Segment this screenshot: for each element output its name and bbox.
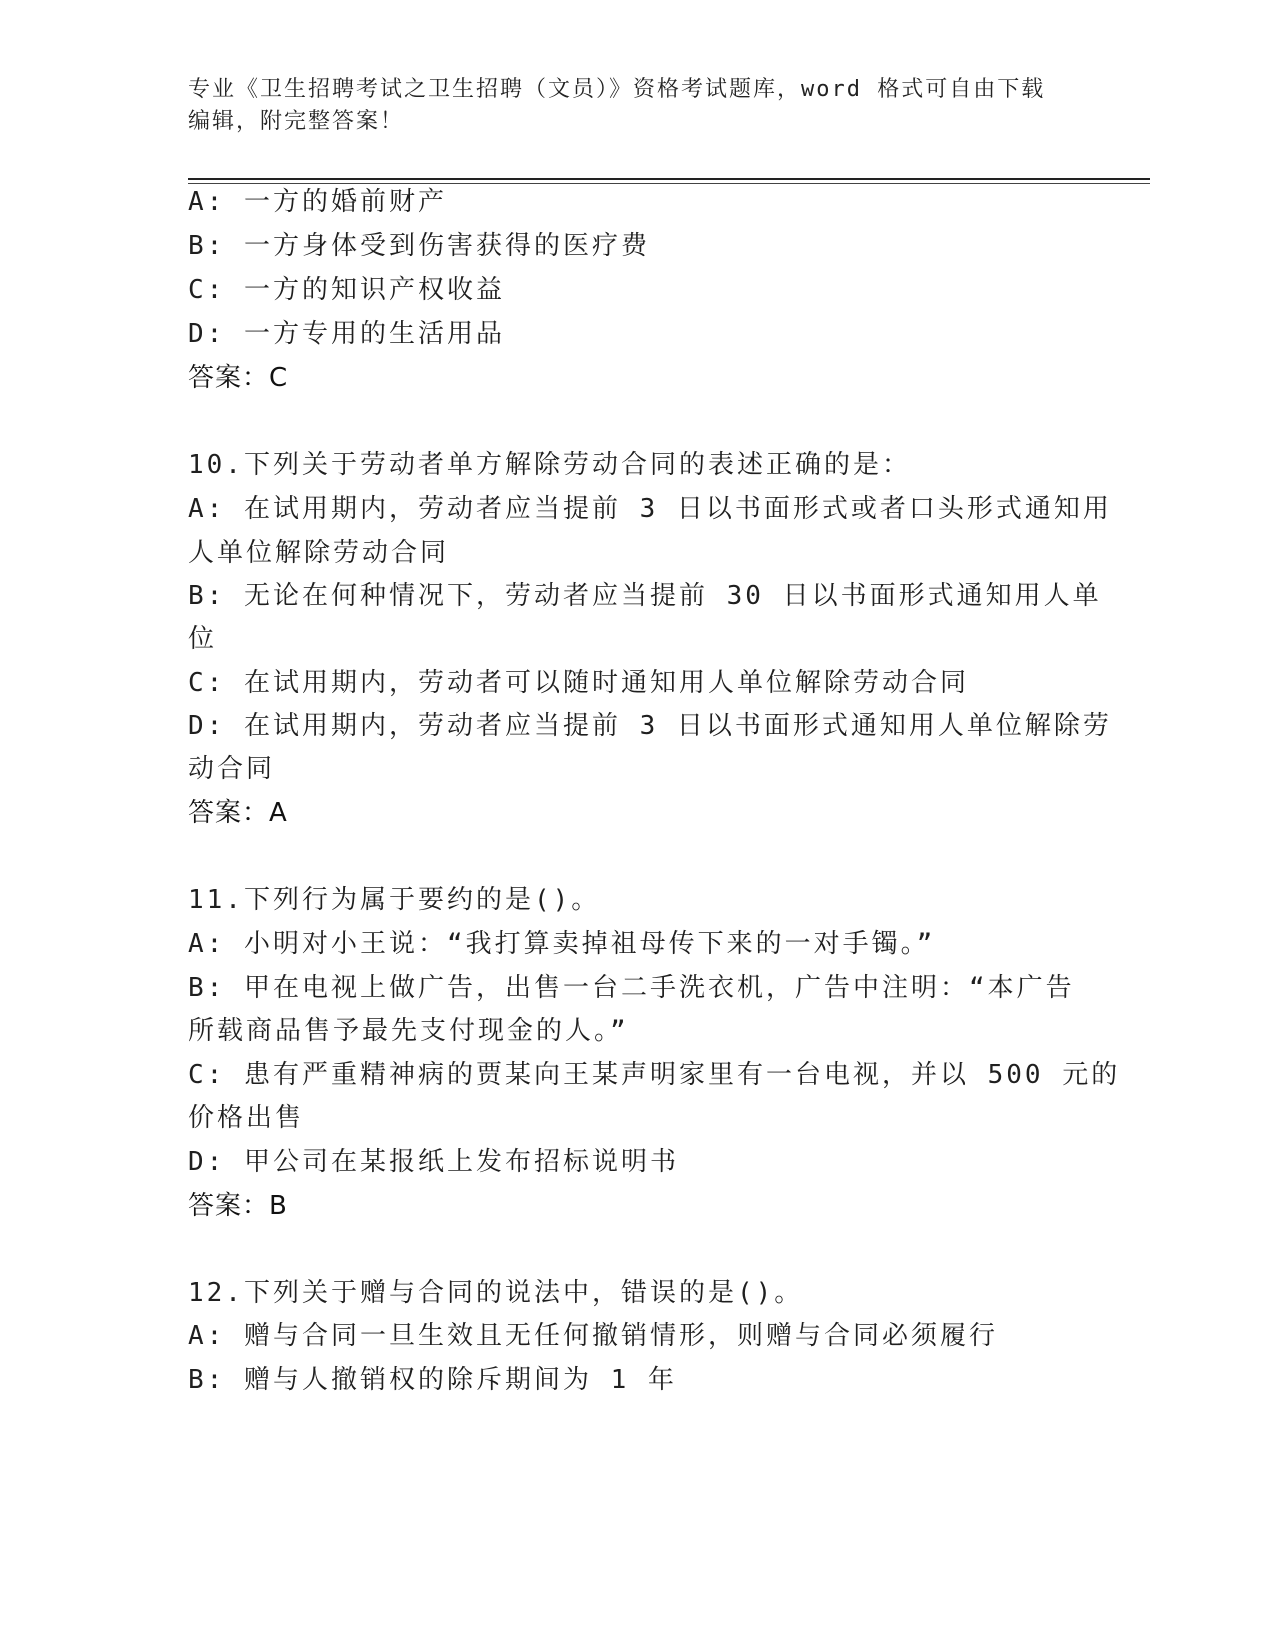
q9-answer: 答案：C [188, 363, 289, 393]
header-divider-thin [188, 183, 1150, 184]
q10-answer: 答案：A [188, 798, 288, 828]
q10-option-a-line2: 人单位解除劳动合同 [188, 538, 450, 568]
q9-option-a: A: 一方的婚前财产 [188, 187, 447, 217]
q9-option-d: D: 一方专用的生活用品 [188, 319, 505, 349]
q10-stem: 10.下列关于劳动者单方解除劳动合同的表述正确的是： [188, 450, 911, 480]
q11-option-b-line2: 所载商品售予最先支付现金的人。” [188, 1016, 629, 1046]
header-divider-thick [188, 178, 1150, 180]
q11-answer: 答案：B [188, 1191, 288, 1221]
q11-option-b-line1: B: 甲在电视上做广告，出售一台二手洗衣机，广告中注明：“本广告 [188, 973, 1075, 1003]
header-line-2: 编辑，附完整答案！ [188, 109, 405, 134]
q10-option-b-line2: 位 [188, 624, 218, 654]
q12-option-b: B: 赠与人撤销权的除斥期间为 1 年 [188, 1365, 677, 1395]
q12-stem: 12.下列关于赠与合同的说法中，错误的是()。 [188, 1278, 804, 1308]
q10-option-a-line1: A: 在试用期内，劳动者应当提前 3 日以书面形式或者口头形式通知用 [188, 494, 1112, 524]
document-header [188, 74, 1088, 138]
q10-option-d-line2: 动合同 [188, 754, 276, 784]
header-line-1: 专业《卫生招聘考试之卫生招聘（文员）》资格考试题库，word 格式可自由下载 [188, 77, 1046, 102]
q11-stem: 11.下列行为属于要约的是()。 [188, 885, 601, 915]
q11-option-c-line1: C: 患有严重精神病的贾某向王某声明家里有一台电视，并以 500 元的 [188, 1060, 1121, 1090]
q10-option-b-line1: B: 无论在何种情况下，劳动者应当提前 30 日以书面形式通知用人单 [188, 581, 1102, 611]
q9-option-b: B: 一方身体受到伤害获得的医疗费 [188, 231, 650, 261]
q11-option-a: A: 小明对小王说：“我打算卖掉祖母传下来的一对手镯。” [188, 929, 936, 959]
q11-option-d: D: 甲公司在某报纸上发布招标说明书 [188, 1147, 679, 1177]
q12-option-a: A: 赠与合同一旦生效且无任何撤销情形，则赠与合同必须履行 [188, 1321, 998, 1351]
q11-option-c-line2: 价格出售 [188, 1103, 305, 1133]
q9-option-c: C: 一方的知识产权收益 [188, 275, 505, 305]
q10-option-d-line1: D: 在试用期内，劳动者应当提前 3 日以书面形式通知用人单位解除劳 [188, 711, 1112, 741]
q10-option-c: C: 在试用期内，劳动者可以随时通知用人单位解除劳动合同 [188, 668, 969, 698]
